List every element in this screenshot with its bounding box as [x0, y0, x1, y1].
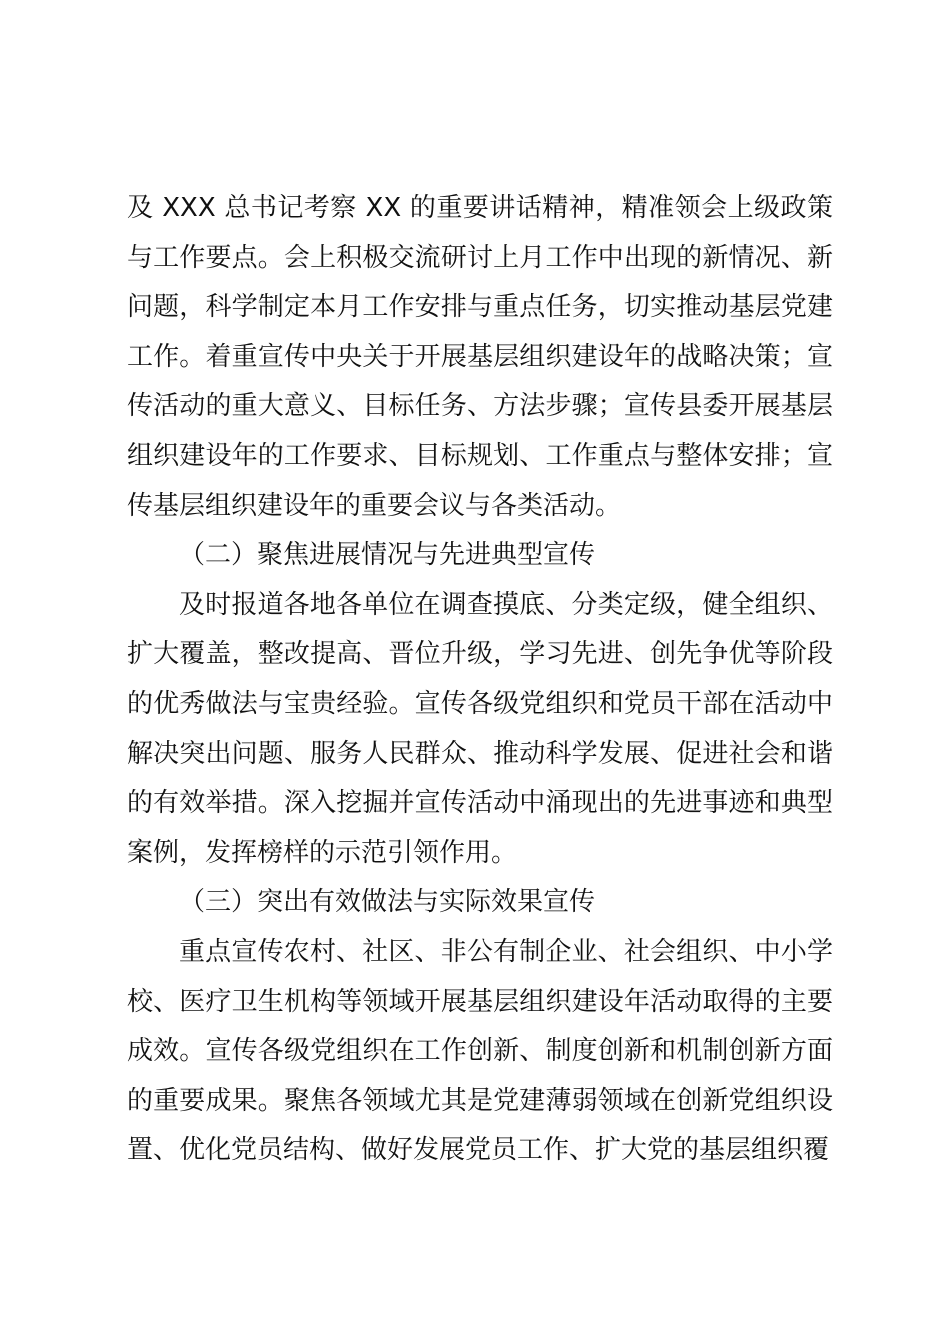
paragraph-effect-publicity: 重点宣传农村、社区、非公有制企业、社会组织、中小学校、医疗卫生机构等领域开展基层组织建设年活动取得的主要成效。宣传各级党组织在工作创新、制度创新和机制创新方面的重要成果。聚焦各领域尤其是党建薄弱领域在创新党组织设置、优化党员结构、做好发展党员工作、扩大党的基层组织覆 — [127, 936, 833, 1166]
section-heading-two: （二）聚焦进展情况与先进典型宣传 — [179, 540, 596, 571]
paragraph-continuation: 及 XXX 总书记考察 XX 的重要讲话精神，精准领会上级政策与工作要点。会上积极交流研讨上月工作中出现的新情况、新问题，科学制定本月工作安排与重点任务，切实推动基层党建工作。着重宣传中央关于开展基层组织建设年的战略决策；宣传活动的重大意义、目标任务、方法步骤；宣传县委开展基层组织建设年的工作要求、目标规划、工作重点与整体安排；宣传基层组织建设年的重要会议与各类活动。 — [127, 193, 833, 521]
document-body — [127, 184, 833, 1176]
section-heading-three: （三）突出有效做法与实际效果宣传 — [179, 887, 596, 918]
paragraph-progress-publicity: 及时报道各地各单位在调查摸底、分类定级，健全组织、扩大覆盖，整改提高、晋位升级，学习先进、创先争优等阶段的优秀做法与宝贵经验。宣传各级党组织和党员干部在活动中解决突出问题、服务人民群众、推动科学发展、促进社会和谐的有效举措。深入挖掘并宣传活动中涌现出的先进事迹和典型案例，发挥榜样的示范引领作用。 — [127, 589, 833, 868]
